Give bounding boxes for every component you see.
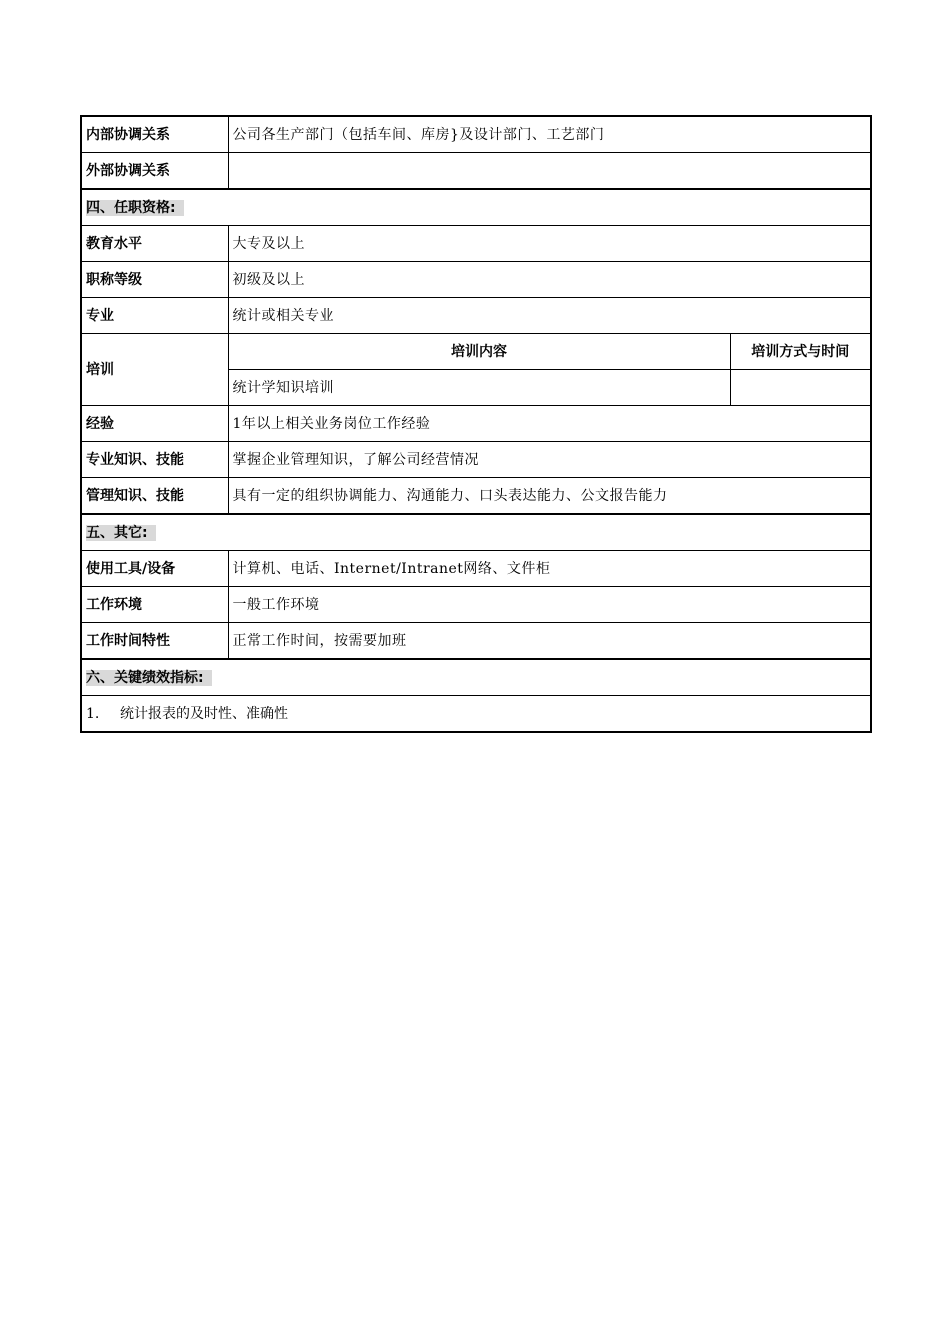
external-coordination-value bbox=[228, 153, 871, 190]
professional-skills-label: 专业知识、技能 bbox=[81, 442, 228, 478]
experience-label: 经验 bbox=[81, 406, 228, 442]
section-qualifications-heading bbox=[81, 189, 871, 226]
internal-coordination-value: 公司各生产部门（包括车间、库房}及设计部门、工艺部门 bbox=[228, 116, 871, 153]
major-label: 专业 bbox=[81, 298, 228, 334]
training-content-value: 统计学知识培训 bbox=[228, 370, 730, 406]
internal-coordination-label: 内部协调关系 bbox=[81, 116, 228, 153]
table-row bbox=[81, 262, 871, 298]
job-description-form bbox=[80, 115, 870, 733]
section-header-row bbox=[81, 514, 871, 551]
table-row bbox=[81, 587, 871, 623]
section-header-row bbox=[81, 189, 871, 226]
section-other-title: 五、其它: bbox=[86, 525, 156, 541]
external-coordination-label: 外部协调关系 bbox=[81, 153, 228, 190]
kpi-item-number: 1. bbox=[86, 705, 100, 722]
management-skills-label: 管理知识、技能 bbox=[81, 478, 228, 515]
kpi-item-text: 统计报表的及时性、准确性 bbox=[120, 705, 288, 722]
table-row bbox=[81, 406, 871, 442]
training-method-value bbox=[730, 370, 871, 406]
training-label: 培训 bbox=[81, 334, 228, 406]
kpi-list bbox=[81, 696, 871, 733]
table-row bbox=[81, 551, 871, 587]
work-time-value: 正常工作时间，按需要加班 bbox=[228, 623, 871, 660]
section-header-row bbox=[81, 659, 871, 696]
table-row bbox=[81, 334, 871, 370]
experience-value: 1年以上相关业务岗位工作经验 bbox=[228, 406, 871, 442]
table-row bbox=[81, 623, 871, 660]
table-row bbox=[81, 298, 871, 334]
qualification-table bbox=[80, 115, 872, 733]
tools-value: 计算机、电话、Internet/Intranet网络、文件柜 bbox=[228, 551, 871, 587]
work-time-label: 工作时间特性 bbox=[81, 623, 228, 660]
work-environment-value: 一般工作环境 bbox=[228, 587, 871, 623]
tools-label: 使用工具/设备 bbox=[81, 551, 228, 587]
training-method-header: 培训方式与时间 bbox=[730, 334, 871, 370]
table-row bbox=[81, 226, 871, 262]
section-kpi-title: 六、关键绩效指标: bbox=[86, 670, 212, 686]
title-level-value: 初级及以上 bbox=[228, 262, 871, 298]
education-value: 大专及以上 bbox=[228, 226, 871, 262]
section-qualifications-title: 四、任职资格: bbox=[86, 200, 184, 216]
table-row bbox=[81, 478, 871, 515]
training-content-header: 培训内容 bbox=[228, 334, 730, 370]
professional-skills-value: 掌握企业管理知识，了解公司经营情况 bbox=[228, 442, 871, 478]
table-row bbox=[81, 696, 871, 733]
section-other-heading bbox=[81, 514, 871, 551]
table-row bbox=[81, 442, 871, 478]
table-row bbox=[81, 153, 871, 190]
title-level-label: 职称等级 bbox=[81, 262, 228, 298]
major-value: 统计或相关专业 bbox=[228, 298, 871, 334]
work-environment-label: 工作环境 bbox=[81, 587, 228, 623]
section-kpi-heading bbox=[81, 659, 871, 696]
management-skills-value: 具有一定的组织协调能力、沟通能力、口头表达能力、公文报告能力 bbox=[228, 478, 871, 515]
table-row bbox=[81, 116, 871, 153]
education-label: 教育水平 bbox=[81, 226, 228, 262]
